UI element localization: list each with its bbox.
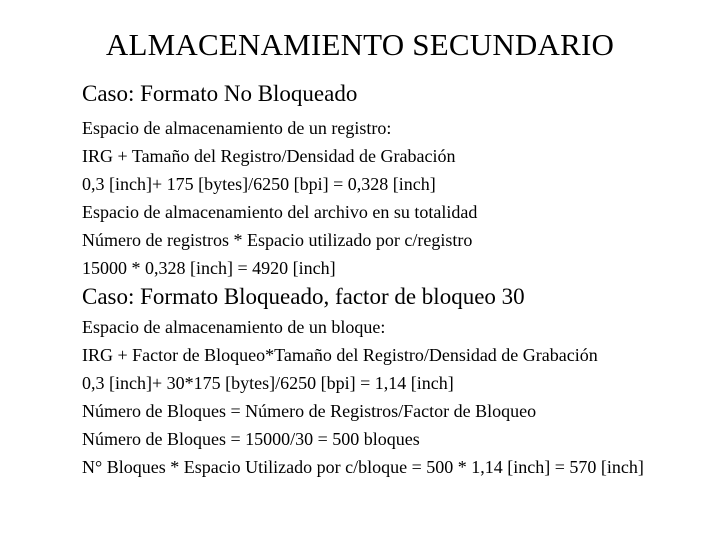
text-line: 0,3 [inch]+ 30*175 [bytes]/6250 [bpi] = 1,14 [inch] — [82, 373, 454, 393]
unblocked-calculation — [82, 114, 702, 282]
blocked-calculation — [82, 313, 702, 480]
text-line: IRG + Factor de Bloqueo*Tamaño del Registro/Densidad de Grabación — [82, 345, 598, 365]
case-heading-prefix: Caso — [82, 81, 128, 106]
text-line: Espacio de almacenamiento de un registro: — [82, 118, 392, 138]
text-line: N° Bloques * Espacio Utilizado por c/bloque = 500 * 1,14 [inch] = 570 [inch] — [82, 457, 644, 477]
case-heading-unblocked — [82, 80, 357, 108]
text-line: Espacio de almacenamiento del archivo en su totalidad — [82, 202, 478, 222]
text-line: Número de registros * Espacio utilizado por c/registro — [82, 230, 473, 250]
case-heading-rest: : Formato No Bloqueado — [128, 81, 358, 106]
text-line: Número de Bloques = Número de Registros/Factor de Bloqueo — [82, 401, 537, 421]
text-line: 15000 * 0,328 [inch] = 4920 [inch] — [82, 258, 336, 278]
text-line: Número de Bloques = 15000/30 = 500 bloques — [82, 429, 420, 449]
slide-title: ALMACENAMIENTO SECUNDARIO — [105, 27, 615, 62]
text-line: 0,3 [inch]+ 175 [bytes]/6250 [bpi] = 0,328 [inch] — [82, 174, 436, 194]
text-line: Espacio de almacenamiento de un bloque: — [82, 317, 386, 337]
text-line: IRG + Tamaño del Registro/Densidad de Grabación — [82, 146, 456, 166]
case-heading-blocked: Caso: Formato Bloqueado, factor de bloqueo 30 — [82, 284, 525, 309]
